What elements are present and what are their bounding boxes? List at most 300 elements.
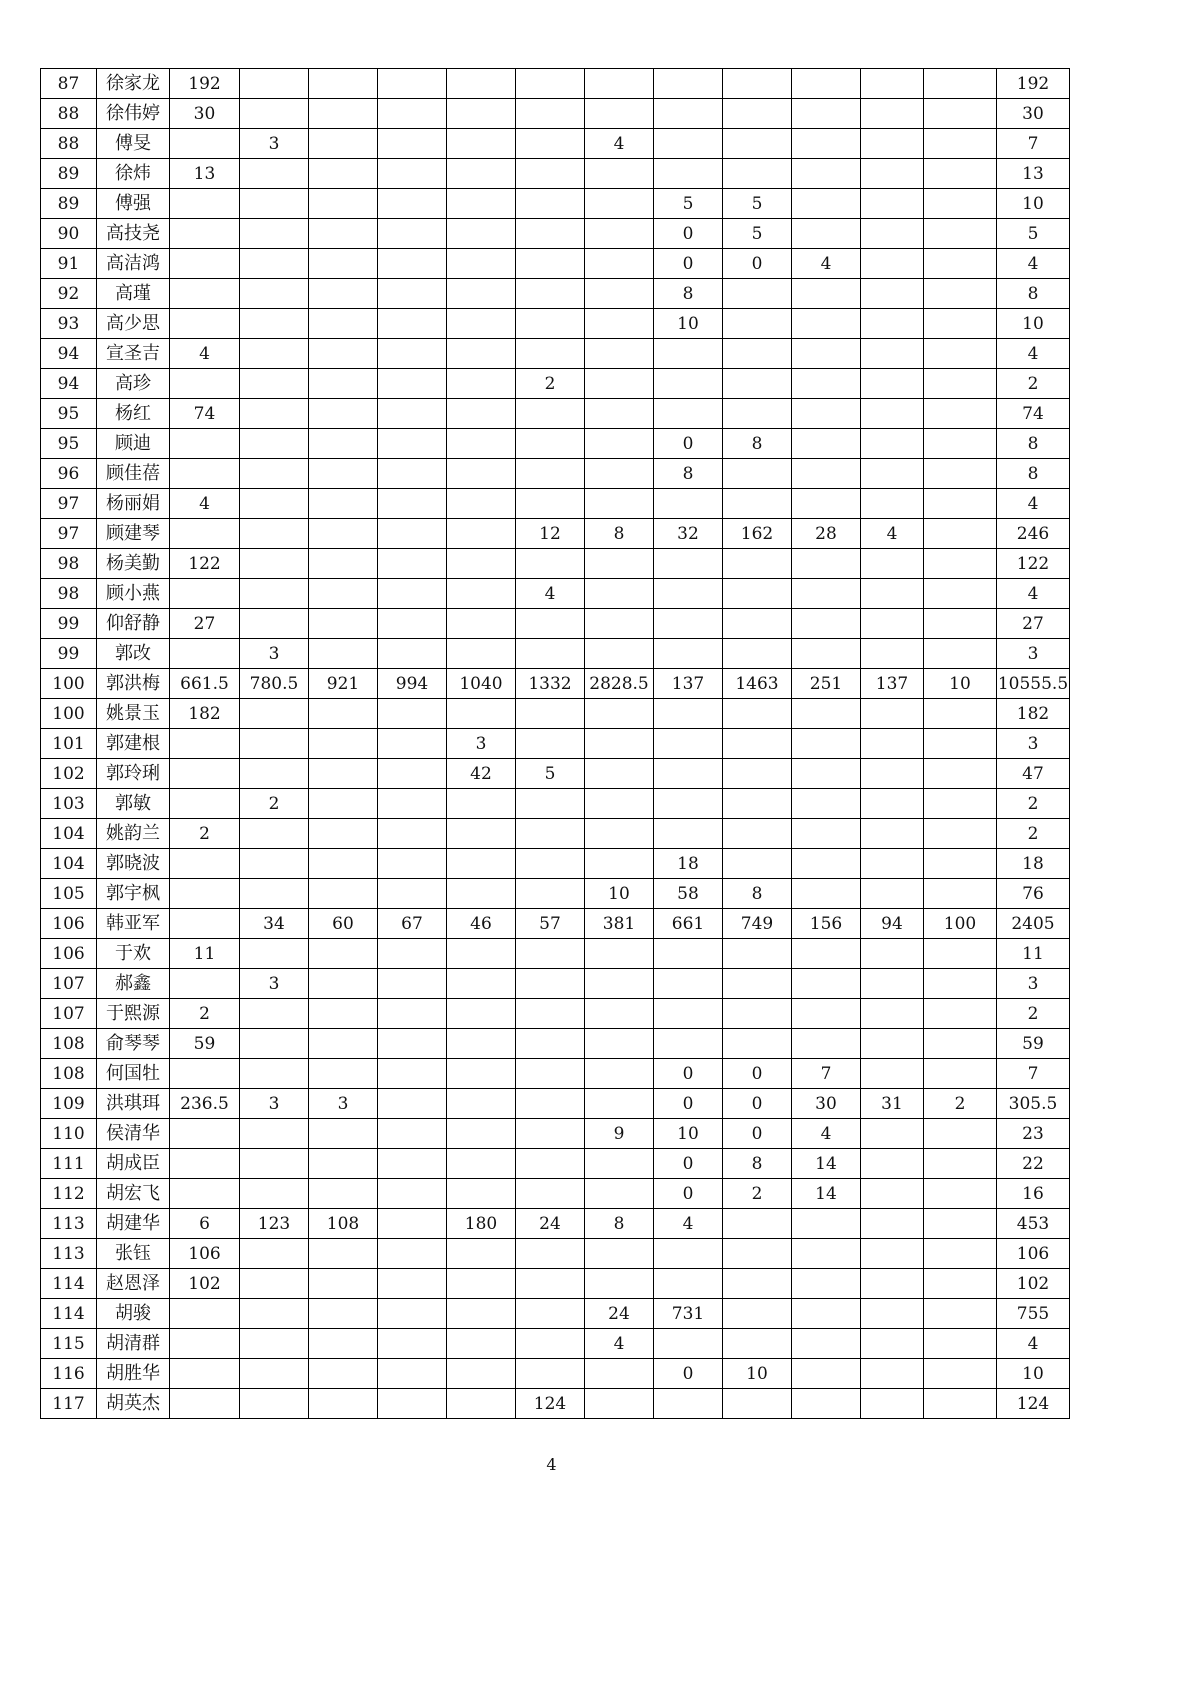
row-number-cell: 109 [41, 1089, 97, 1119]
total-cell: 122 [997, 549, 1070, 579]
table-cell [516, 1359, 585, 1389]
table-cell: 182 [170, 699, 240, 729]
name-cell: 郭晓波 [97, 849, 170, 879]
name-cell: 张钰 [97, 1239, 170, 1269]
table-cell [378, 429, 447, 459]
table-cell [585, 429, 654, 459]
name-cell: 高技尧 [97, 219, 170, 249]
table-row [41, 549, 1070, 579]
data-table [40, 68, 1070, 1419]
name-cell: 胡宏飞 [97, 1179, 170, 1209]
total-cell: 4 [997, 579, 1070, 609]
table-cell [861, 69, 924, 99]
table-cell: 4 [654, 1209, 723, 1239]
table-cell [792, 279, 861, 309]
row-number-cell: 96 [41, 459, 97, 489]
table-cell [723, 279, 792, 309]
row-number-cell: 107 [41, 999, 97, 1029]
table-cell: 8 [723, 879, 792, 909]
row-number-cell: 114 [41, 1299, 97, 1329]
table-cell [585, 639, 654, 669]
table-cell [861, 699, 924, 729]
table-cell [309, 1299, 378, 1329]
table-cell [585, 1179, 654, 1209]
table-row [41, 309, 1070, 339]
table-cell [516, 279, 585, 309]
table-cell [240, 459, 309, 489]
table-cell: 5 [516, 759, 585, 789]
table-cell [309, 1329, 378, 1359]
table-cell [861, 339, 924, 369]
table-cell: 3 [309, 1089, 378, 1119]
table-cell: 0 [723, 249, 792, 279]
table-cell [792, 789, 861, 819]
total-cell: 10555.5 [997, 669, 1070, 699]
table-cell [447, 819, 516, 849]
name-cell: 高洁鸿 [97, 249, 170, 279]
table-cell [654, 969, 723, 999]
table-cell [240, 579, 309, 609]
table-cell [861, 1179, 924, 1209]
total-cell: 13 [997, 159, 1070, 189]
table-cell [861, 999, 924, 1029]
table-cell [170, 459, 240, 489]
name-cell: 傅旻 [97, 129, 170, 159]
table-cell: 3 [240, 969, 309, 999]
table-cell: 12 [516, 519, 585, 549]
table-row [41, 339, 1070, 369]
table-cell [924, 1359, 997, 1389]
table-cell [585, 99, 654, 129]
table-cell: 2828.5 [585, 669, 654, 699]
table-cell: 24 [516, 1209, 585, 1239]
name-cell: 顾佳蓓 [97, 459, 170, 489]
table-cell: 4 [170, 339, 240, 369]
table-cell: 57 [516, 909, 585, 939]
table-cell [861, 189, 924, 219]
table-cell [378, 969, 447, 999]
table-cell [723, 789, 792, 819]
table-cell: 0 [723, 1059, 792, 1089]
table-cell [861, 579, 924, 609]
table-cell [447, 459, 516, 489]
page-number: 4 [546, 1455, 557, 1474]
table-cell [585, 1029, 654, 1059]
table-cell [924, 1119, 997, 1149]
name-cell: 高珍 [97, 369, 170, 399]
total-cell: 3 [997, 639, 1070, 669]
table-cell: 731 [654, 1299, 723, 1329]
table-cell [924, 279, 997, 309]
table-cell [309, 1149, 378, 1179]
table-cell [170, 369, 240, 399]
row-number-cell: 94 [41, 369, 97, 399]
table-cell [861, 1359, 924, 1389]
table-cell [585, 549, 654, 579]
table-row [41, 69, 1070, 99]
table-cell: 3 [240, 1089, 309, 1119]
name-cell: 姚韵兰 [97, 819, 170, 849]
row-number-cell: 103 [41, 789, 97, 819]
row-number-cell: 92 [41, 279, 97, 309]
name-cell: 杨红 [97, 399, 170, 429]
table-cell [378, 939, 447, 969]
table-row [41, 129, 1070, 159]
table-row [41, 609, 1070, 639]
table-cell [378, 459, 447, 489]
table-cell [240, 249, 309, 279]
table-cell [723, 939, 792, 969]
table-cell [378, 219, 447, 249]
row-number-cell: 104 [41, 819, 97, 849]
table-cell: 67 [378, 909, 447, 939]
table-cell [378, 519, 447, 549]
table-cell [309, 249, 378, 279]
table-row [41, 969, 1070, 999]
table-cell [447, 369, 516, 399]
table-cell: 1040 [447, 669, 516, 699]
table-cell [240, 609, 309, 639]
table-cell: 0 [654, 1359, 723, 1389]
table-cell: 4 [585, 1329, 654, 1359]
name-cell: 胡清群 [97, 1329, 170, 1359]
table-cell [792, 1359, 861, 1389]
table-cell [447, 879, 516, 909]
table-cell [516, 849, 585, 879]
table-cell [447, 69, 516, 99]
table-cell [447, 969, 516, 999]
row-number-cell: 87 [41, 69, 97, 99]
table-cell [447, 219, 516, 249]
table-cell [447, 159, 516, 189]
table-cell [378, 369, 447, 399]
table-cell [170, 729, 240, 759]
row-number-cell: 97 [41, 519, 97, 549]
table-cell: 162 [723, 519, 792, 549]
table-cell [924, 309, 997, 339]
table-cell: 921 [309, 669, 378, 699]
table-cell [447, 789, 516, 819]
row-number-cell: 98 [41, 579, 97, 609]
name-cell: 高瑾 [97, 279, 170, 309]
total-cell: 4 [997, 1329, 1070, 1359]
table-cell: 46 [447, 909, 516, 939]
total-cell: 3 [997, 729, 1070, 759]
table-row [41, 459, 1070, 489]
table-cell [240, 159, 309, 189]
name-cell: 胡英杰 [97, 1389, 170, 1419]
table-row [41, 429, 1070, 459]
table-cell [378, 999, 447, 1029]
table-cell [240, 189, 309, 219]
table-cell [170, 1119, 240, 1149]
table-cell [516, 489, 585, 519]
table-cell [447, 1269, 516, 1299]
table-cell: 102 [170, 1269, 240, 1299]
total-cell: 27 [997, 609, 1070, 639]
table-cell [924, 789, 997, 819]
table-cell [447, 1149, 516, 1179]
table-cell [924, 699, 997, 729]
table-cell: 0 [723, 1119, 792, 1149]
name-cell: 郭建根 [97, 729, 170, 759]
table-cell: 74 [170, 399, 240, 429]
name-cell: 傅强 [97, 189, 170, 219]
total-cell: 102 [997, 1269, 1070, 1299]
table-cell [378, 1389, 447, 1419]
table-cell [585, 1269, 654, 1299]
table-cell [654, 99, 723, 129]
table-cell [170, 429, 240, 459]
table-cell: 58 [654, 879, 723, 909]
name-cell: 高少思 [97, 309, 170, 339]
total-cell: 7 [997, 129, 1070, 159]
name-cell: 韩亚军 [97, 909, 170, 939]
table-cell [309, 639, 378, 669]
table-cell [792, 309, 861, 339]
row-number-cell: 88 [41, 99, 97, 129]
table-cell [309, 339, 378, 369]
table-cell: 14 [792, 1179, 861, 1209]
table-cell: 1332 [516, 669, 585, 699]
table-row [41, 729, 1070, 759]
table-cell [924, 1059, 997, 1089]
table-cell [240, 309, 309, 339]
total-cell: 74 [997, 399, 1070, 429]
row-number-cell: 112 [41, 1179, 97, 1209]
table-cell [924, 849, 997, 879]
table-cell [516, 729, 585, 759]
table-cell [861, 939, 924, 969]
total-cell: 3 [997, 969, 1070, 999]
table-cell [924, 759, 997, 789]
table-cell [792, 1329, 861, 1359]
row-number-cell: 105 [41, 879, 97, 909]
table-cell [924, 879, 997, 909]
table-cell: 4 [792, 249, 861, 279]
name-cell: 顾建琴 [97, 519, 170, 549]
table-cell [861, 219, 924, 249]
table-cell [723, 969, 792, 999]
table-cell [516, 129, 585, 159]
table-row [41, 249, 1070, 279]
table-cell [861, 1389, 924, 1419]
table-row [41, 909, 1070, 939]
table-cell [240, 699, 309, 729]
table-cell [792, 879, 861, 909]
table-row [41, 1299, 1070, 1329]
table-cell [723, 99, 792, 129]
table-cell [240, 999, 309, 1029]
table-cell [240, 1389, 309, 1419]
table-cell [792, 189, 861, 219]
table-cell [585, 1089, 654, 1119]
table-cell: 123 [240, 1209, 309, 1239]
table-cell [924, 639, 997, 669]
table-cell [378, 879, 447, 909]
table-cell: 124 [516, 1389, 585, 1419]
row-number-cell: 89 [41, 159, 97, 189]
table-cell [309, 1029, 378, 1059]
table-cell [240, 1059, 309, 1089]
table-cell [585, 459, 654, 489]
table-cell [170, 219, 240, 249]
table-cell [585, 339, 654, 369]
table-cell: 780.5 [240, 669, 309, 699]
table-cell [447, 279, 516, 309]
table-cell: 4 [516, 579, 585, 609]
table-cell [240, 1359, 309, 1389]
table-cell [654, 369, 723, 399]
table-cell: 0 [654, 1089, 723, 1119]
table-cell [654, 639, 723, 669]
table-row [41, 1029, 1070, 1059]
table-cell: 27 [170, 609, 240, 639]
table-cell [924, 459, 997, 489]
table-cell [924, 189, 997, 219]
table-cell [861, 309, 924, 339]
table-cell [585, 279, 654, 309]
table-row [41, 1119, 1070, 1149]
table-cell [585, 729, 654, 759]
table-cell [792, 489, 861, 519]
name-cell: 徐家龙 [97, 69, 170, 99]
table-cell: 24 [585, 1299, 654, 1329]
name-cell: 顾小燕 [97, 579, 170, 609]
table-cell [378, 819, 447, 849]
table-cell [792, 999, 861, 1029]
row-number-cell: 111 [41, 1149, 97, 1179]
table-cell [309, 759, 378, 789]
total-cell: 453 [997, 1209, 1070, 1239]
table-cell [924, 1029, 997, 1059]
table-cell [654, 939, 723, 969]
table-cell: 4 [861, 519, 924, 549]
table-cell [378, 159, 447, 189]
table-row [41, 1209, 1070, 1239]
name-cell: 侯清华 [97, 1119, 170, 1149]
total-cell: 59 [997, 1029, 1070, 1059]
table-cell [516, 69, 585, 99]
table-cell [861, 1329, 924, 1359]
table-cell [723, 1299, 792, 1329]
name-cell: 胡成臣 [97, 1149, 170, 1179]
row-number-cell: 114 [41, 1269, 97, 1299]
table-cell: 661 [654, 909, 723, 939]
row-number-cell: 91 [41, 249, 97, 279]
table-cell [723, 999, 792, 1029]
table-cell [792, 369, 861, 399]
table-cell [240, 759, 309, 789]
table-cell [447, 1179, 516, 1209]
table-cell: 100 [924, 909, 997, 939]
table-cell: 60 [309, 909, 378, 939]
table-cell [585, 249, 654, 279]
table-cell: 11 [170, 939, 240, 969]
table-cell [240, 549, 309, 579]
table-cell [309, 819, 378, 849]
table-cell [792, 729, 861, 759]
table-cell: 31 [861, 1089, 924, 1119]
table-cell [654, 129, 723, 159]
table-row [41, 399, 1070, 429]
table-cell [378, 759, 447, 789]
table-cell [861, 459, 924, 489]
table-cell: 4 [792, 1119, 861, 1149]
table-cell [861, 1299, 924, 1329]
table-cell [723, 759, 792, 789]
table-cell [861, 369, 924, 399]
table-cell [447, 1299, 516, 1329]
table-cell [309, 459, 378, 489]
table-cell [309, 579, 378, 609]
table-cell [792, 1389, 861, 1419]
table-cell [447, 939, 516, 969]
table-cell [792, 219, 861, 249]
name-cell: 胡胜华 [97, 1359, 170, 1389]
row-number-cell: 93 [41, 309, 97, 339]
table-cell: 5 [654, 189, 723, 219]
table-cell [861, 249, 924, 279]
table-cell [516, 549, 585, 579]
name-cell: 于欢 [97, 939, 170, 969]
table-cell [309, 939, 378, 969]
table-cell [378, 1299, 447, 1329]
table-cell [792, 969, 861, 999]
table-cell: 106 [170, 1239, 240, 1269]
table-row [41, 639, 1070, 669]
table-cell [723, 729, 792, 759]
table-cell [516, 699, 585, 729]
table-cell [924, 339, 997, 369]
total-cell: 2405 [997, 909, 1070, 939]
table-cell [654, 819, 723, 849]
table-cell: 30 [792, 1089, 861, 1119]
table-cell [585, 1389, 654, 1419]
table-cell [447, 1029, 516, 1059]
table-cell [240, 1329, 309, 1359]
table-cell [654, 339, 723, 369]
table-cell [654, 159, 723, 189]
table-cell [516, 969, 585, 999]
name-cell: 郝鑫 [97, 969, 170, 999]
table-cell [924, 129, 997, 159]
table-cell [447, 1389, 516, 1419]
table-cell: 1463 [723, 669, 792, 699]
table-cell [170, 249, 240, 279]
table-cell [240, 1239, 309, 1269]
table-cell: 2 [240, 789, 309, 819]
table-cell [723, 639, 792, 669]
table-cell [516, 1059, 585, 1089]
table-cell [378, 1149, 447, 1179]
table-cell [170, 789, 240, 819]
table-cell: 8 [723, 429, 792, 459]
table-cell [516, 639, 585, 669]
table-cell [447, 489, 516, 519]
total-cell: 22 [997, 1149, 1070, 1179]
table-cell [924, 1299, 997, 1329]
table-cell [723, 69, 792, 99]
table-cell [516, 939, 585, 969]
name-cell: 赵恩泽 [97, 1269, 170, 1299]
table-cell [861, 729, 924, 759]
table-cell [585, 579, 654, 609]
table-cell [378, 579, 447, 609]
table-cell: 18 [654, 849, 723, 879]
table-cell: 0 [654, 219, 723, 249]
row-number-cell: 106 [41, 909, 97, 939]
